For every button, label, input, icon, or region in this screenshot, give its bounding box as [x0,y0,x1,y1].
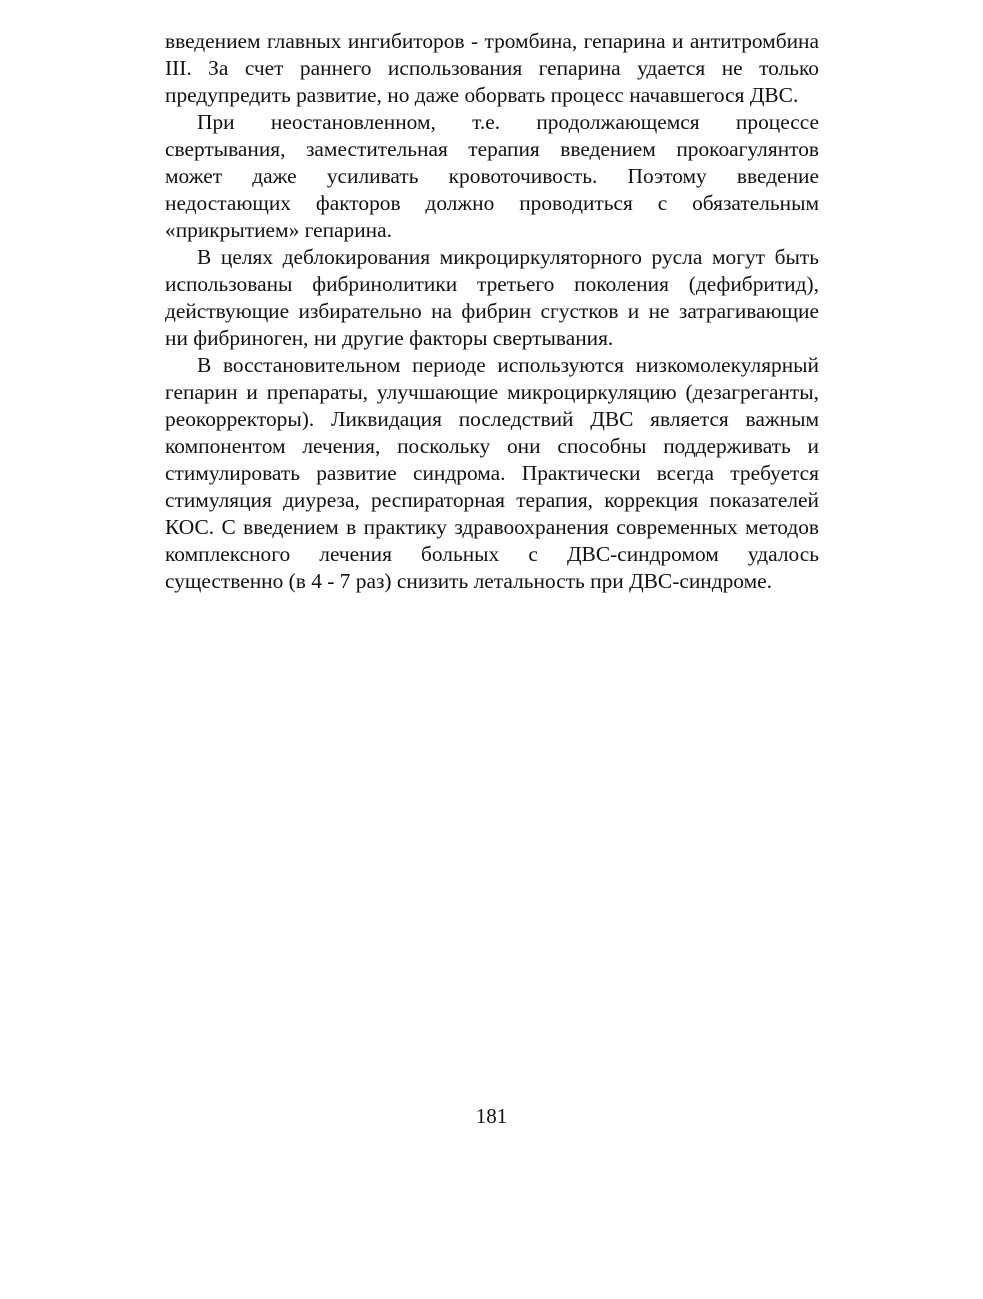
body-text [165,28,819,595]
paragraph-fibrinolytics: В целях деблокирования микроциркуляторного русла могут быть использованы фибринолитики третьего поколения (дефибритид), действующие избирательно на фибрин сгустков и не затрагивающие ни фибриноген, ни другие факторы свертывания. [165,245,819,350]
page-number: 181 [475,1104,508,1128]
paragraph-continued: введением главных ингибиторов - тромбина, гепарина и антитромбина III. За счет раннего использования гепарина удается не только предупредить развитие, но даже оборвать процесс начавшегося ДВС. [165,29,819,107]
paragraph-recovery-period: В восстановительном периоде используются низкомолекулярный гепарин и препараты, улучшающие микроциркуляцию (дезагреганты, реокорректоры). Ликвидация последствий ДВС является важным компонентом лечения, поскольку они способны поддерживать и стимулировать развитие синдрома. Практически всегда требуется стимуляция диуреза, респираторная терапия, коррекция показателей КОС. С введением в практику здравоохранения современных методов комплексного лечения больных с ДВС-синдромом удалось существенно (в 4 - 7 раз) снизить летальность при ДВС-синдроме. [165,353,819,593]
paragraph-substitution-therapy: При неостановленном, т.е. продолжающемся процессе свертывания, заместительная терапия введением прокоагулянтов может даже усиливать кровоточивость. Поэтому введение недостающих факторов должно проводиться с обязательным «прикрытием» гепарина. [165,110,819,242]
